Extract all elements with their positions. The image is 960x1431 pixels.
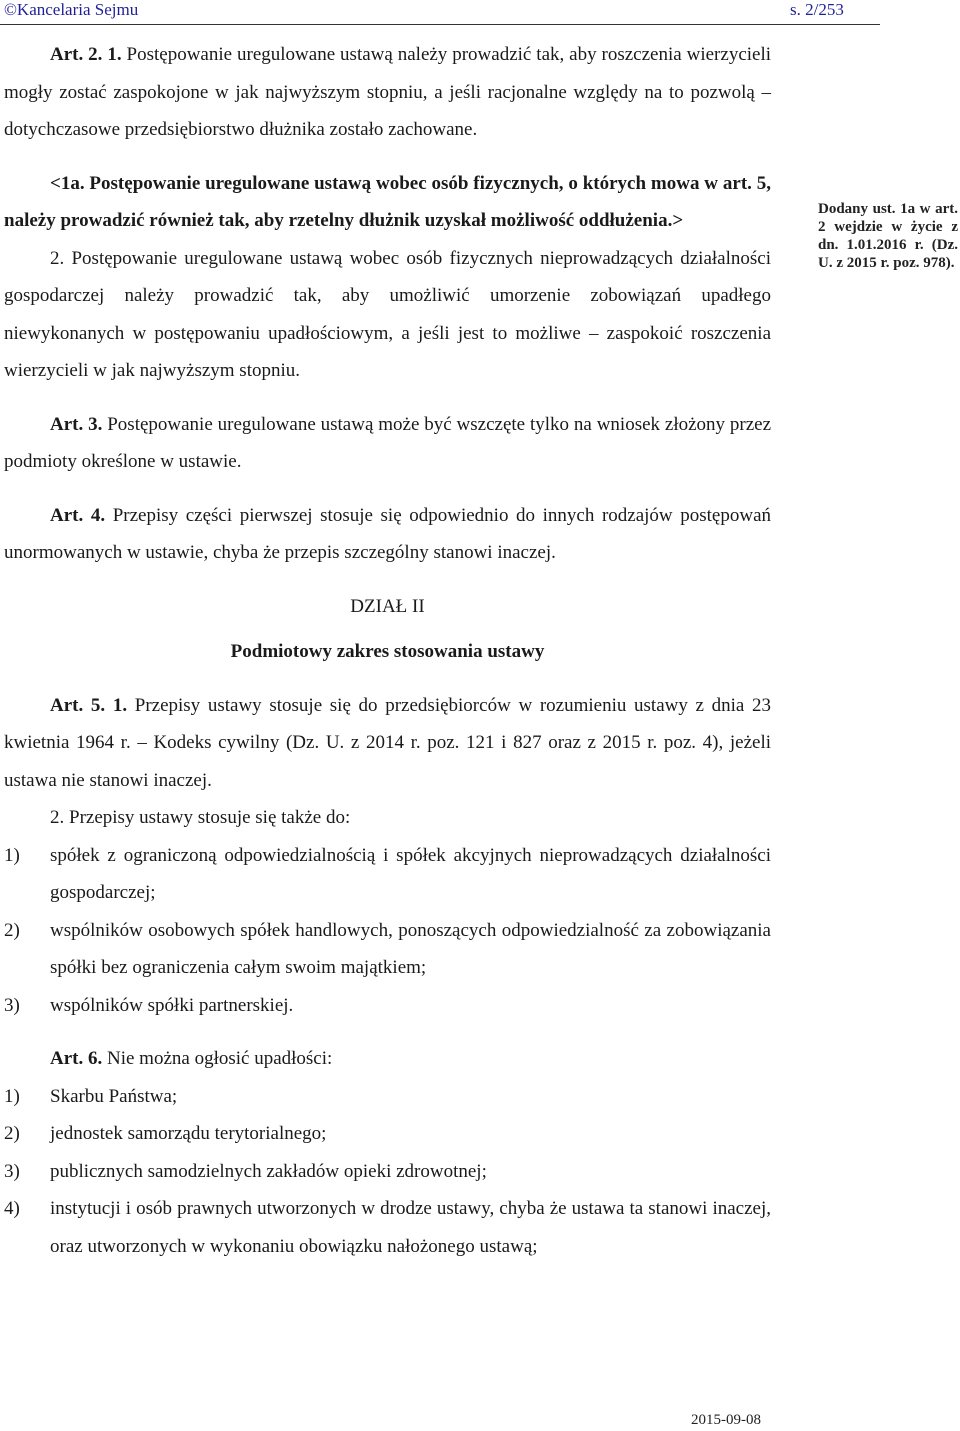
art6-para <box>4 1040 771 1078</box>
division-title: DZIAŁ II <box>350 595 425 617</box>
list-item: 4) instytucji i osób prawnych utworzonych w drodze ustawy, chyba że ustawa ta stanowi inaczej, oraz utworzonych w wykonaniu obowiązku nałożonego ustawą; <box>4 1198 771 1257</box>
art2-para1a: <1a. Postępowanie uregulowane ustawą wobec osób fizycznych, o których mowa w art. 5, należy prowadzić również tak, aby rzetelny dłużnik uzyskał możliwość oddłużenia.> <box>4 172 771 231</box>
copyright-label: ©Kancelaria Sejmu <box>4 0 139 19</box>
art3-para <box>4 406 771 481</box>
list-item: 3) publicznych samodzielnych zakładów opieki zdrowotnej; <box>4 1160 487 1182</box>
art2-para2: 2. Postępowanie uregulowane ustawą wobec osób fizycznych nieprowadzących działalności gospodarczej należy prowadzić tak, aby umożliwić umorzenie zobowiązań upadłego niewykonanych w postępowaniu upadłościowym, a jeśli jest to możliwe – zaspokoić roszczenia wierzycieli w jak najwyższym stopniu. <box>4 247 771 381</box>
art4-para <box>4 497 771 572</box>
art6-heading: Art. 6. <box>50 1048 103 1069</box>
art3-text: Postępowanie uregulowane ustawą może być wszczęte tylko na wniosek złożony przez podmioty określone w ustawie. <box>4 413 772 472</box>
list-item: 1) spółek z ograniczoną odpowiedzialnością i spółek akcyjnych nieprowadzących działalności gospodarczej; <box>4 844 771 903</box>
art2-heading: Art. 2. 1. <box>50 44 122 65</box>
art2-para1-text: Postępowanie uregulowane ustawą należy prowadzić tak, aby roszczenia wierzycieli mogły zostać zaspokojone w jak najwyższym stopniu, a jeśli racjonalne względy na to pozwolą – dotychczasowe przedsiębiorstwo dłużnika zostało zachowane. <box>4 44 772 140</box>
list-item: 3) wspólników spółki partnerskiej. <box>4 994 294 1016</box>
header-divider <box>0 24 880 25</box>
art6-list <box>4 1078 771 1266</box>
footer-date: 2015-09-08 <box>691 1412 761 1428</box>
art4-heading: Art. 4. <box>50 504 106 526</box>
page-number: s. 2/253 <box>790 0 844 19</box>
art6-text: Nie można ogłosić upadłości: <box>106 1048 333 1069</box>
art3-heading: Art. 3. <box>50 413 103 435</box>
list-item: 1) Skarbu Państwa; <box>4 1085 178 1107</box>
art5-para1 <box>4 687 771 800</box>
art5-para2: 2. Przepisy ustawy stosuje się także do: <box>50 807 351 828</box>
art5-heading: Art. 5. 1. <box>50 694 128 716</box>
division-subtitle: Podmiotowy zakres stosowania ustawy <box>230 641 545 662</box>
list-item: 2) wspólników osobowych spółek handlowych, ponoszących odpowiedzialność za zobowiązania spółki bez ograniczenia całym swoim majątkiem; <box>4 919 771 978</box>
page-header <box>0 0 960 26</box>
document-body <box>4 36 771 1265</box>
art4-text: Przepisy części pierwszej stosuje się odpowiednio do innych rodzajów postępowań unormowanych w ustawie, chyba że przepis szczególny stanowi inaczej. <box>4 504 772 563</box>
art5-list <box>4 837 771 1025</box>
list-item: 2) jednostek samorządu terytorialnego; <box>4 1123 327 1144</box>
margin-note: Dodany ust. 1a w art. 2 wejdzie w życie z dn. 1.01.2016 r. (Dz. U. z 2015 r. poz. 978). <box>818 201 958 271</box>
art2-para1 <box>4 36 771 149</box>
art5-text: Przepisy ustawy stosuje się do przedsiębiorców w rozumieniu ustawy z dnia 23 kwietnia 1964 r. – Kodeks cywilny (Dz. U. z 2014 r. poz. 121 i 827 oraz z 2015 r. poz. 4), jeżeli ustawa nie stanowi inaczej. <box>4 694 772 791</box>
